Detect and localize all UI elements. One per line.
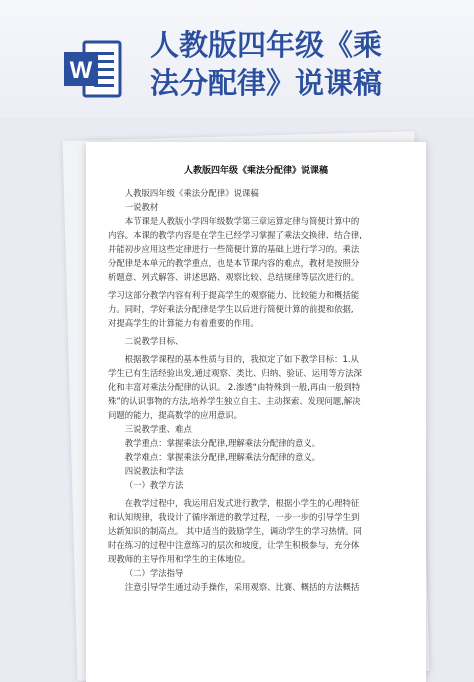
document-line: 教学重点：掌握乘法分配律,理解乘法分配律的意义。	[124, 438, 321, 448]
document-line: 注意引导学生通过动手操作，采用观察、比赛、概括的方法概括	[124, 582, 360, 592]
document-line: 化和丰富对乘法分配律的认识。 2.渗透“由特殊到一般,再由一般到特	[108, 382, 361, 392]
document-line: 时在练习的过程中注意练习的层次和坡度，让学生积极参与，充分体	[108, 540, 360, 550]
document-line: 力。同时，学好乘法分配律是学生以后进行简便计算的前提和依据,	[108, 304, 354, 314]
document-line: 学生已有生活经验出发,通过观察、类比、归纳、验证、运用等方法深	[108, 368, 362, 378]
document-line: 二说教学目标、	[124, 336, 184, 346]
document-line: 现教师的主导作用和学生的主体地位。	[108, 554, 251, 564]
document-line: 本节课是人教版小学四年级数学第三章运算定律与简便计算中的	[124, 216, 360, 226]
document-line: 达新知识的制高点。 其中适当的鼓励学生，调动学生的学习热情。同	[108, 526, 362, 536]
document-line: 四说教法和学法	[124, 466, 184, 476]
document-line: 殊”的认识事物的方法,培养学生独立自主、主动探索、发现问题,解决	[108, 396, 361, 406]
document-line: 对提高学生的计算能力有着重要的作用。	[108, 318, 259, 328]
document-line: 分配律是本单元的教学重点，也是本节课内容的难点，教材是按照分	[108, 258, 360, 268]
logo-letter: W	[69, 57, 93, 84]
document-line: （二）学法指导	[124, 568, 184, 578]
document-line: 一说教材	[124, 202, 159, 212]
banner	[0, 0, 474, 118]
document-line: 学习这部分教学内容有利于提高学生的观察能力、比较能力和概括能	[108, 290, 360, 300]
document-line: 教学难点：掌握乘法分配律,理解乘法分配律的意义。	[124, 452, 321, 462]
word-document-icon	[62, 38, 124, 100]
banner-title-line-2: 法分配律》说课稿	[150, 66, 383, 100]
document-line: 析题意、列式解答、讲述思路、观察比较、总结规律等层次进行的。	[108, 272, 360, 282]
document-line: 问题的能力，提高数学的应用意识。	[108, 410, 242, 420]
document-line: 在教学过程中，我运用启发式进行教学，根据小学生的心理特征	[124, 498, 360, 508]
document-line: （一）教学方法	[124, 480, 184, 490]
document-line: 并能初步应用这些定律进行一些简便计算的基础上进行学习的。乘法	[108, 244, 360, 254]
document-line: 和认知规律，我设计了循序渐进的教学过程，一步一步的引导学生到	[108, 512, 360, 522]
document-page	[86, 142, 426, 682]
document-title: 人教版四年级《乘法分配律》说课稿	[183, 166, 328, 176]
document-line: 三说教学重、难点	[124, 424, 192, 434]
banner-title-line-1: 人教版四年级《乘	[150, 28, 383, 62]
banner-title	[150, 26, 460, 102]
document-line: 内容。本课的教学内容是在学生已经学习掌握了乘法交换律、结合律,	[108, 230, 362, 240]
document-line: 根据教学课程的基本性质与目的，我拟定了如下教学目标：1.从	[124, 354, 359, 364]
document-body	[108, 186, 404, 594]
document-line: 人教版四年级《乘法分配律》说课稿	[124, 188, 259, 198]
